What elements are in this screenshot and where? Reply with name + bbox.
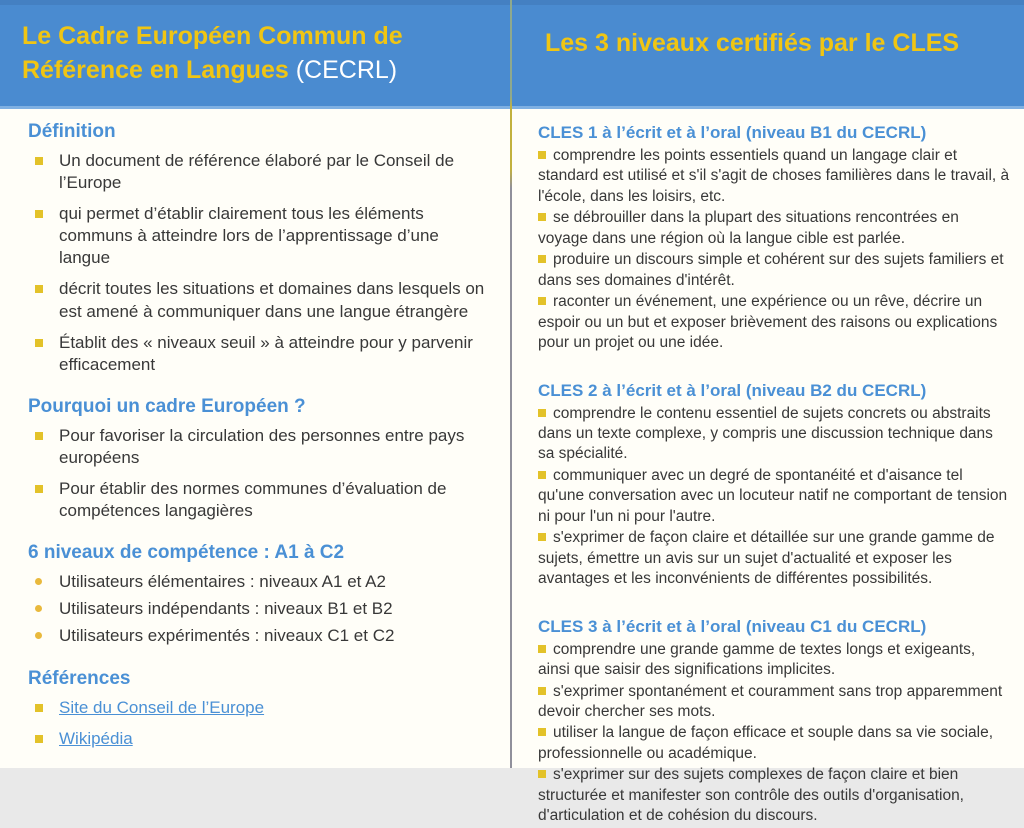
bullet-square-icon [538, 409, 546, 417]
list-item [28, 625, 492, 647]
title-banner [0, 0, 1024, 109]
list-item-text: qui permet d’établir clairement tous les éléments communs à atteindre lors de l’apprentissage d’une langue [59, 204, 439, 268]
section-heading-niveaux: 6 niveaux de compétence : A1 à C2 [28, 542, 345, 564]
bullet-dot-icon [35, 605, 42, 612]
cles2-item-text: comprendre le contenu essentiel de sujets concrets ou abstraits dans un texte complexe, y compris une discussion technique dans sa spécialité. [538, 404, 993, 463]
list-item-text: Pour établir des normes communes d’évaluation de compétences langagières [59, 479, 447, 521]
cles1-item-text: produire un discours simple et cohérent sur des sujets familiers et dans ses domaines d'intérêt. [538, 251, 1004, 289]
right-column [512, 109, 1024, 828]
bullet-square-icon [538, 770, 546, 778]
list-item-text: décrit toutes les situations et domaines dans lesquels on est amené à communiquer dans une langue étrangère [59, 279, 485, 321]
left-title-block [22, 0, 490, 106]
list-item-text: Un document de référence élaboré par le Conseil de l’Europe [59, 151, 455, 193]
section-heading-pourquoi: Pourquoi un cadre Européen ? [28, 395, 306, 417]
bullet-dot-icon [35, 632, 42, 639]
bullet-square-icon [35, 285, 43, 293]
cles1-item [538, 292, 1010, 353]
bullet-square-icon [35, 704, 43, 712]
right-title-block [545, 0, 1005, 106]
bullet-square-icon [35, 210, 43, 218]
bullet-dot-icon [35, 578, 42, 585]
link-wikipedia[interactable]: Wikipédia [59, 728, 133, 748]
list-item-text: Utilisateurs indépendants : niveaux B1 et B2 [59, 599, 393, 619]
bullet-square-icon [538, 687, 546, 695]
section-heading-cles2: CLES 2 à l’écrit et à l’oral (niveau B2 du CECRL) [538, 380, 927, 400]
bullet-square-icon [35, 432, 43, 440]
cles3-item-text: s'exprimer sur des sujets complexes de façon claire et bien structurée et manifester son contrôle des outils d'organisation, d'articulation et de cohésion du discours. [538, 766, 964, 825]
section-heading-cles3: CLES 3 à l’écrit et à l’oral (niveau C1 du CECRL) [538, 616, 927, 636]
section-heading-definition: Définition [28, 121, 116, 142]
cles2-item [538, 466, 1010, 527]
cles1-item [538, 250, 1010, 291]
left-title-bold: Le Cadre Européen Commun de Référence en Langues [22, 21, 403, 84]
list-item [28, 203, 492, 269]
pourquoi-list [28, 425, 492, 522]
cles2-item [538, 528, 1010, 589]
list-item [28, 571, 492, 593]
section-heading-references: Références [28, 667, 131, 689]
cles1-item [538, 208, 1010, 249]
list-item [28, 728, 492, 750]
cles1-item-text: se débrouiller dans la plupart des situations rencontrées en voyage dans une région où la langue cible est parlée. [538, 209, 959, 247]
bullet-square-icon [538, 213, 546, 221]
list-item-text: Établit des « niveaux seuil » à atteindre pour y parvenir efficacement [59, 332, 473, 374]
definition-list [28, 150, 492, 376]
bullet-square-icon [35, 485, 43, 493]
cles1-item-text: comprendre les points essentiels quand un langage clair et standard est utilisé et s'il s'agit de choses familières dans le travail, à l'école, dans les loisirs, etc. [538, 147, 1010, 205]
left-column [0, 109, 510, 759]
cles3-item [538, 682, 1010, 723]
list-item [28, 697, 492, 719]
list-item [28, 332, 492, 376]
bullet-square-icon [35, 157, 43, 165]
cles1-item [538, 146, 1010, 207]
cles2-item-text: s'exprimer de façon claire et détaillée sur une grande gamme de sujets, émettre un avis sur un sujet d'actualité et exposer les avantages et les inconvénients de différentes possibilités. [538, 529, 995, 588]
left-title [22, 19, 490, 88]
niveaux-list [28, 571, 492, 647]
bullet-square-icon [538, 151, 546, 159]
cles3-item-text: utiliser la langue de façon efficace et souple dans sa vie sociale, professionnelle ou académique. [538, 724, 994, 762]
section-heading-cles1: CLES 1 à l’écrit et à l’oral (niveau B1 du CECRL) [538, 123, 927, 142]
cles3-item-text: s'exprimer spontanément et couramment sans trop apparemment devoir chercher ses mots. [538, 682, 1003, 720]
cles3-item [538, 723, 1010, 764]
list-item-text: Pour favoriser la circulation des personnes entre pays européens [59, 425, 465, 467]
bullet-square-icon [538, 728, 546, 736]
bullet-square-icon [538, 471, 546, 479]
list-item [28, 150, 492, 194]
list-item [28, 278, 492, 322]
cles1-item-text: raconter un événement, une expérience ou un rêve, décrire un espoir ou un but et exposer brièvement des raisons ou explications pour un projet ou une idée. [538, 293, 998, 352]
references-list [28, 697, 492, 750]
cles2-item-text: communiquer avec un degré de spontanéité et d'aisance tel qu'une conversation avec un locuteur natif ne comportant de tension ni pour l'un ni pour l'autre. [538, 466, 1008, 525]
cles2-item [538, 404, 1010, 465]
bullet-square-icon [538, 645, 546, 653]
list-item-text: Utilisateurs élémentaires : niveaux A1 et A2 [59, 572, 386, 592]
bullet-square-icon [35, 735, 43, 743]
bullet-square-icon [538, 533, 546, 541]
list-item-text: Utilisateurs expérimentés : niveaux C1 et C2 [59, 626, 395, 646]
left-title-acronym: (CECRL) [295, 56, 398, 84]
cles3-item [538, 765, 1010, 826]
bullet-square-icon [538, 255, 546, 263]
bullet-square-icon [538, 297, 546, 305]
cles3-item-text: comprendre une grande gamme de textes longs et exigeants, ainsi que saisir des significations implicites. [538, 640, 976, 679]
bullet-square-icon [35, 339, 43, 347]
cles3-item [538, 640, 1010, 681]
list-item [28, 478, 492, 522]
list-item [28, 425, 492, 469]
list-item [28, 598, 492, 620]
right-title: Les 3 niveaux certifiés par le CLES [545, 29, 960, 57]
link-conseil-europe[interactable]: Site du Conseil de l’Europe [59, 697, 265, 717]
